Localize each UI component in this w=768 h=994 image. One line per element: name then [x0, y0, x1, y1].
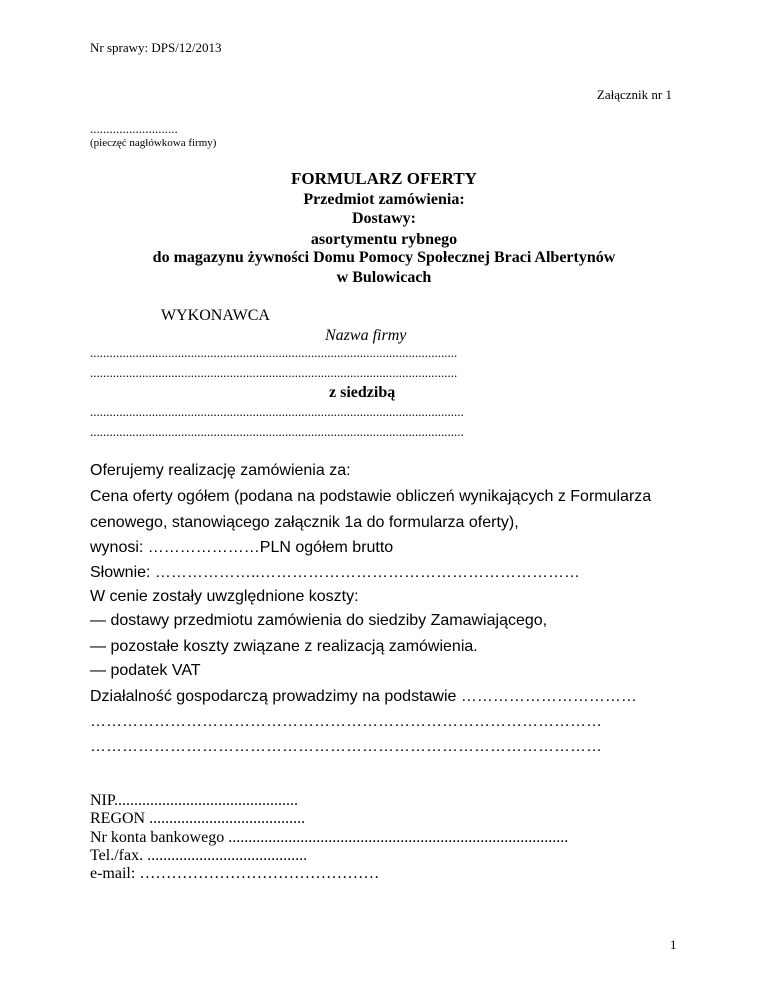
seat-line-2: ................................................................................................................... [90, 424, 464, 439]
email-field: e-mail: ……………………………………… [90, 865, 380, 882]
location-label: w Bulowicach [336, 269, 432, 286]
cost-item-vat: — podatek VAT [90, 662, 201, 679]
company-name-line-2: ................................................................................................................. [90, 365, 458, 380]
cost-item-other: — pozostałe koszty związane z realizacją zamówienia. [90, 638, 478, 655]
offer-price-text-2: cenowego, stanowiącego załącznik 1a do formularza oferty), [90, 514, 519, 531]
phone-fax-field: Tel./fax. ........................................ [90, 847, 308, 864]
page-number: 1 [670, 937, 677, 952]
bank-account-field: Nr konta bankowego ..................................................................................... [90, 829, 569, 846]
offer-intro: Oferujemy realizację zamówienia za: [90, 462, 351, 479]
business-basis-dots-2: …………………………………………………………………………………… [90, 738, 602, 755]
destination-label: do magazynu żywności Domu Pomocy Społecznej Braci Albertynów [152, 249, 616, 266]
subject-label: Przedmiot zamówienia: [303, 191, 465, 208]
offer-amount-line: wynosi: …………………PLN ogółem brutto [90, 539, 394, 556]
regon-field: REGON ....................................... [90, 810, 306, 827]
case-number: Nr sprawy: DPS/12/2013 [90, 40, 222, 55]
company-name-line-1: ................................................................................................................. [90, 345, 458, 360]
business-basis-dots-1: …………………………………………………………………………………… [90, 713, 602, 730]
seat-line-1: ................................................................................................................... [90, 404, 464, 419]
contractor-heading: WYKONAWCA [161, 307, 270, 324]
stamp-dots: ........................... [90, 121, 178, 136]
stamp-caption: (pieczęć nagłówkowa firmy) [90, 137, 217, 149]
offer-price-text-1: Cena oferty ogółem (podana na podstawie obliczeń wynikających z Formularza [90, 488, 652, 505]
nip-field: NIP.............................................. [90, 792, 299, 809]
seat-label: z siedzibą [329, 384, 396, 401]
business-basis-line: Działalność gospodarczą prowadzimy na podstawie …………………………… [90, 688, 637, 705]
form-title: FORMULARZ OFERTY [291, 169, 477, 188]
offer-in-words-line: Słownie: ………………..…………………………………………………… [90, 564, 580, 581]
deliveries-label: Dostawy: [352, 210, 416, 227]
assortment-label: asortymentu rybnego [310, 231, 458, 248]
costs-heading: W cenie zostały uwzględnione koszty: [90, 588, 359, 605]
attachment-label: Załącznik nr 1 [596, 87, 672, 102]
cost-item-delivery: — dostawy przedmiotu zamówienia do siedziby Zamawiającego, [90, 612, 548, 629]
company-name-label: Nazwa firmy [325, 327, 407, 344]
